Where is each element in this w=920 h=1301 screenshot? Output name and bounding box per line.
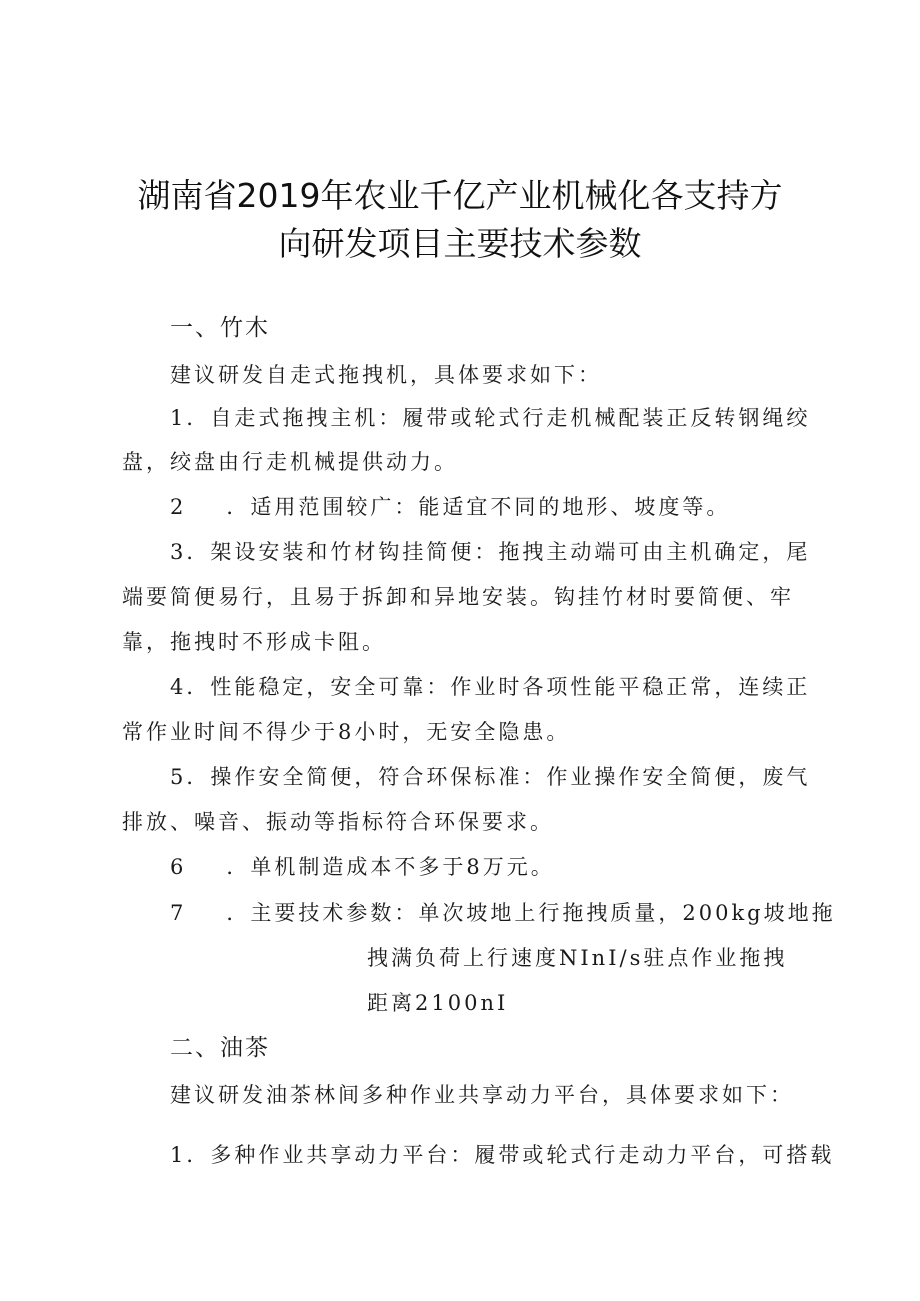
paragraph-line: 常作业时间不得少于8小时，无安全隐患。: [122, 720, 571, 744]
item-text: ．适用范围较广：能适宜不同的地形、坡度等。: [226, 495, 731, 519]
paragraph-line: 排放、噪音、振动等指标符合环保要求。: [122, 810, 554, 834]
paragraph-line: 5．操作安全简便，符合环保标准：作业操作安全简便，废气: [170, 765, 811, 789]
paragraph-line-item-6: [170, 852, 555, 882]
paragraph-line: 端要简便易行，且易于拆卸和异地安装。钩挂竹材时要简便、牢: [122, 585, 794, 609]
paragraph-line: 盘，绞盘由行走机械提供动力。: [122, 450, 458, 474]
item-text: ．单机制造成本不多于8万元。: [226, 855, 555, 879]
paragraph-line-item-2: [170, 492, 730, 522]
item-number: 2: [170, 495, 187, 519]
item-text: ．主要技术参数：单次坡地上行拖拽质量，200kg坡地拖: [226, 901, 836, 925]
paragraph-continuation: 距离2100nI: [367, 991, 509, 1015]
paragraph-line-item-7: [170, 898, 836, 928]
section-heading-oil-tea: 二、油茶: [170, 1035, 270, 1061]
paragraph-continuation: 拽满负荷上行速度NInI/s驻点作业拖拽: [367, 946, 788, 970]
item-number: 7: [170, 901, 187, 925]
item-number: 6: [170, 855, 187, 879]
paragraph-line: 3．架设安装和竹材钩挂简便：拖拽主动端可由主机确定，尾: [170, 540, 811, 564]
paragraph-line: 1．多种作业共享动力平台：履带或轮式行走动力平台，可搭载: [170, 1143, 835, 1167]
paragraph-line: 4．性能稳定，安全可靠：作业时各项性能平稳正常，连续正: [170, 675, 811, 699]
paragraph-line: 靠，拖拽时不形成卡阻。: [122, 630, 386, 654]
section-intro: 建议研发自走式拖拽机，具体要求如下：: [170, 363, 602, 387]
section-heading-bamboo: 一、竹木: [170, 315, 270, 341]
document-title-line-2: 向研发项目主要技术参数: [278, 224, 642, 263]
document-title-line-1: 湖南省2019年农业千亿产业机械化各支持方: [137, 176, 783, 215]
paragraph-line: 1．自走式拖拽主机：履带或轮式行走机械配装正反转钢绳绞: [170, 406, 811, 430]
section-intro: 建议研发油茶林间多种作业共享动力平台，具体要求如下：: [170, 1083, 794, 1107]
